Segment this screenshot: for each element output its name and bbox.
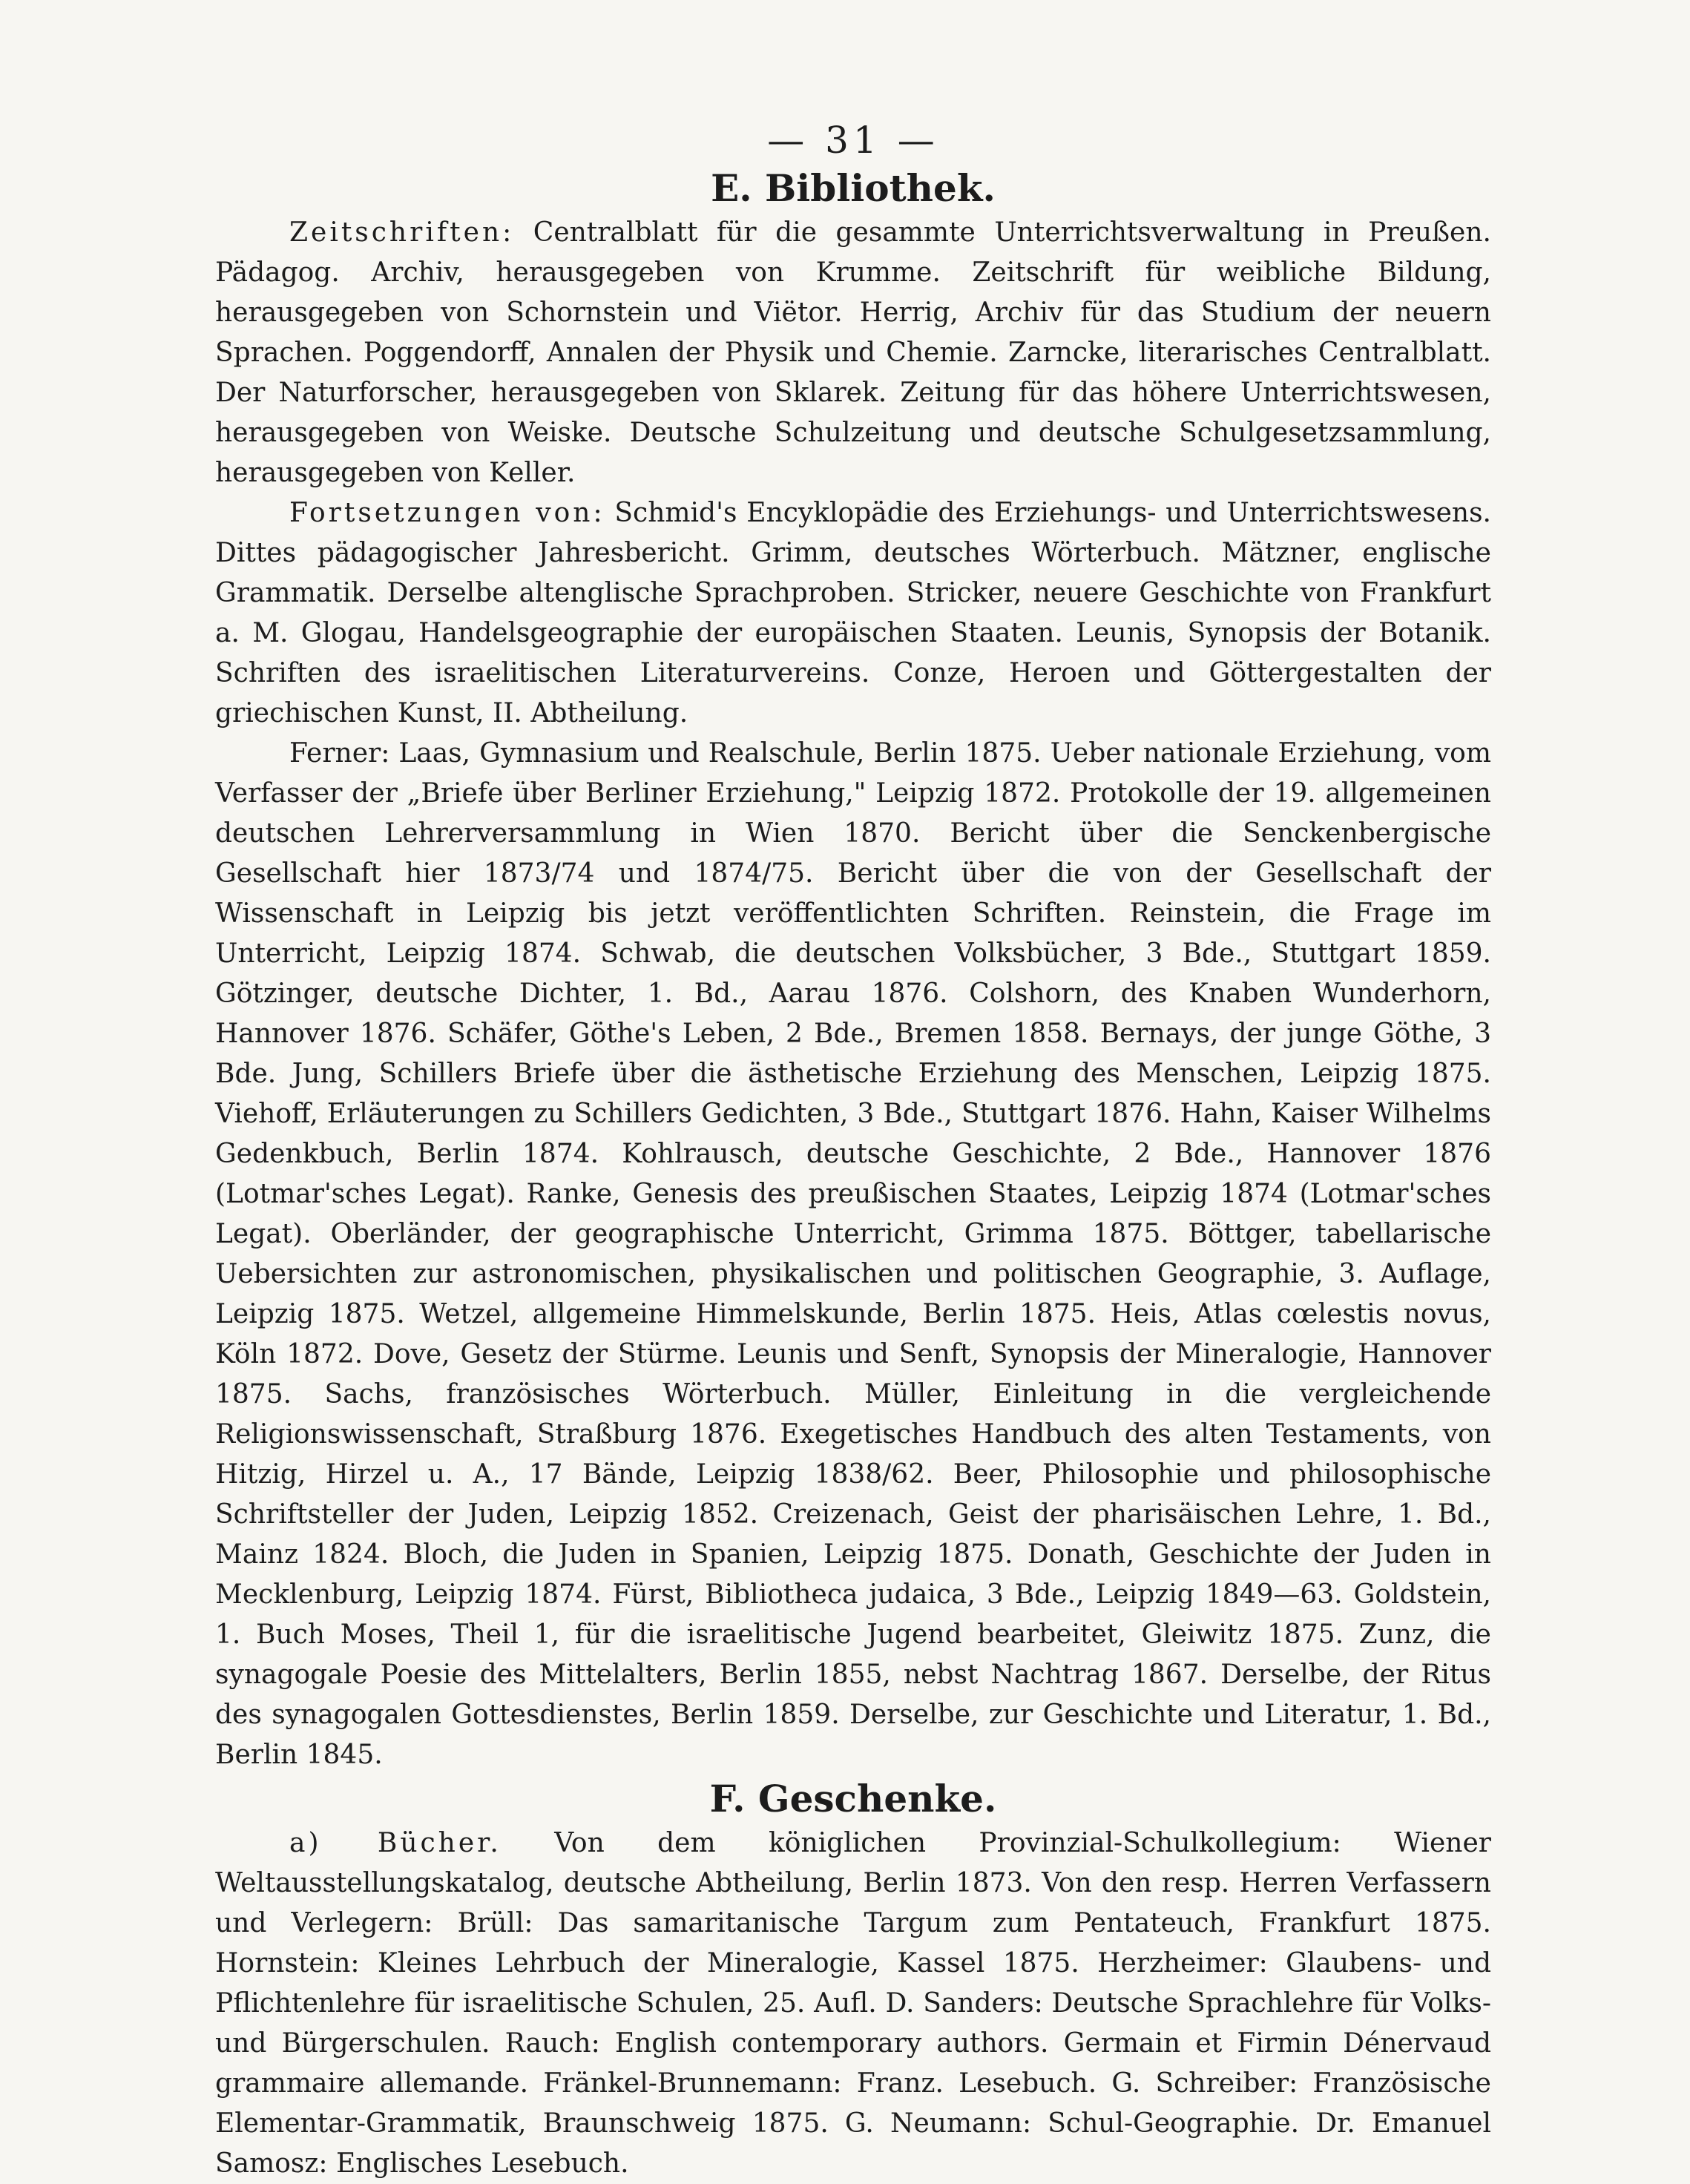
paragraph-text: Von dem königlichen Provinzial-Schulkollegium: Wiener Weltausstellungskatalog, deutsche Abtheilung, Berlin 1873. Von den resp. Herren Verfassern und Verlegern: Brüll: Das samaritanische Targum zum Pentateuch, Frankfurt 1875. Hornstein: Kleines Lehrbuch der Mineralogie, Kassel 1875. Herzheimer: Glaubens- und Pflichtenlehre für israelitische Schulen, 25. Aufl. D. Sanders: Deutsche Sprachlehre für Volks- und Bürgerschulen. Rauch: English contemporary authors. Germain et Firmin Dénervaud grammaire allemande. Fränkel-Brunnemann: Franz. Lesebuch. G. Schreiber: Französische Elementar-Grammatik, Braunschweig 1875. G. Neumann: Schul-Geographie. Dr. Emanuel Samosz: Englisches Lesebuch. — [215, 1828, 1491, 2179]
page-number: — 31 — — [767, 119, 939, 162]
paragraph-buecher — [215, 1823, 1491, 2184]
section-e-heading: E. Bibliothek. — [711, 166, 996, 210]
paragraph-lead: a) Bücher. — [289, 1828, 502, 1858]
paragraph-ferner — [215, 734, 1491, 1775]
paragraph-text: Laas, Gymnasium und Realschule, Berlin 1875. Ueber nationale Erziehung, vom Verfasser der „Briefe über Berliner Erziehung," Leipzig 1872. Protokolle der 19. allgemeinen deutschen Lehrerversammlung in Wien 1870. Bericht über die Senckenbergische Gesellschaft hier 1873/74 und 1874/75. Bericht über die von der Gesellschaft der Wissenschaft in Leipzig bis jetzt veröffentlichten Schriften. Reinstein, die Frage im Unterricht, Leipzig 1874. Schwab, die deutschen Volksbücher, 3 Bde., Stuttgart 1859. Götzinger, deutsche Dichter, 1. Bd., Aarau 1876. Colshorn, des Knaben Wunderhorn, Hannover 1876. Schäfer, Göthe's Leben, 2 Bde., Bremen 1858. Bernays, der junge Göthe, 3 Bde. Jung, Schillers Briefe über die ästhetische Erziehung des Menschen, Leipzig 1875. Viehoff, Erläuterungen zu Schillers Gedichten, 3 Bde., Stuttgart 1876. Hahn, Kaiser Wilhelms Gedenkbuch, Berlin 1874. Kohlrausch, deutsche Geschichte, 2 Bde., Hannover 1876 (Lotmar'sches Legat). Ranke, Genesis des preußischen Staates, Leipzig 1874 (Lotmar'sches Legat). Oberländer, der geographische Unterricht, Grimma 1875. Böttger, tabellarische Uebersichten zur astronomischen, physikalischen und politischen Geographie, 3. Auflage, Leipzig 1875. Wetzel, allgemeine Himmelskunde, Berlin 1875. Heis, Atlas cœlestis novus, Köln 1872. Dove, Gesetz der Stürme. Leunis und Senft, Synopsis der Mineralogie, Hannover 1875. Sachs, französisches Wörterbuch. Müller, Einleitung in die vergleichende Religionswissenschaft, Straßburg 1876. Exegetisches Handbuch des alten Testaments, von Hitzig, Hirzel u. A., 17 Bände, Leipzig 1838/62. Beer, Philosophie und philosophische Schriftsteller der Juden, Leipzig 1852. Creizenach, Geist der pharisäischen Lehre, 1. Bd., Mainz 1824. Bloch, die Juden in Spanien, Leipzig 1875. Donath, Geschichte der Juden in Mecklenburg, Leipzig 1874. Fürst, Bibliotheca judaica, 3 Bde., Leipzig 1849—63. Goldstein, 1. Buch Moses, Theil 1, für die israelitische Jugend bearbeitet, Gleiwitz 1875. Zunz, die synagogale Poesie des Mittelalters, Berlin 1855, nebst Nachtrag 1867. Derselbe, der Ritus des synagogalen Gottesdienstes, Berlin 1859. Derselbe, zur Geschichte und Literatur, 1. Bd., Berlin 1845. — [215, 738, 1491, 1770]
paragraph-text: Centralblatt für die gesammte Unterrichtsverwaltung in Preußen. Pädagog. Archiv, herausgegeben von Krumme. Zeitschrift für weibliche Bildung, herausgegeben von Schornstein und Viëtor. Herrig, Archiv für das Studium der neuern Sprachen. Poggendorff, Annalen der Physik und Chemie. Zarncke, literarisches Centralblatt. Der Naturforscher, herausgegeben von Sklarek. Zeitung für das höhere Unterrichtswesen, herausgegeben von Weiske. Deutsche Schulzeitung und deutsche Schulgesetzsammlung, herausgegeben von Keller. — [215, 217, 1491, 488]
paragraph-lead: Ferner: — [289, 738, 390, 769]
section-e-body — [215, 213, 1491, 1775]
paragraph-fortsetzungen — [215, 493, 1491, 734]
document-page — [215, 119, 1491, 2179]
paragraph-text: Schmid's Encyklopädie des Erziehungs- und Unterrichtswesens. Dittes pädagogischer Jahresbericht. Grimm, deutsches Wörterbuch. Mätzner, englische Grammatik. Derselbe altenglische Sprachproben. Stricker, neuere Geschichte von Frankfurt a. M. Glogau, Handelsgeographie der europäischen Staaten. Leunis, Synopsis der Botanik. Schriften des israelitischen Literaturvereins. Conze, Heroen und Göttergestalten der griechischen Kunst, II. Abtheilung. — [215, 498, 1491, 728]
section-f-heading: F. Geschenke. — [709, 1777, 997, 1820]
section-f-body — [215, 1823, 1491, 2184]
paragraph-zeitschriften — [215, 213, 1491, 493]
paragraph-lead: Fortsetzungen von: — [289, 498, 605, 528]
paragraph-lead: Zeitschriften: — [289, 217, 515, 248]
